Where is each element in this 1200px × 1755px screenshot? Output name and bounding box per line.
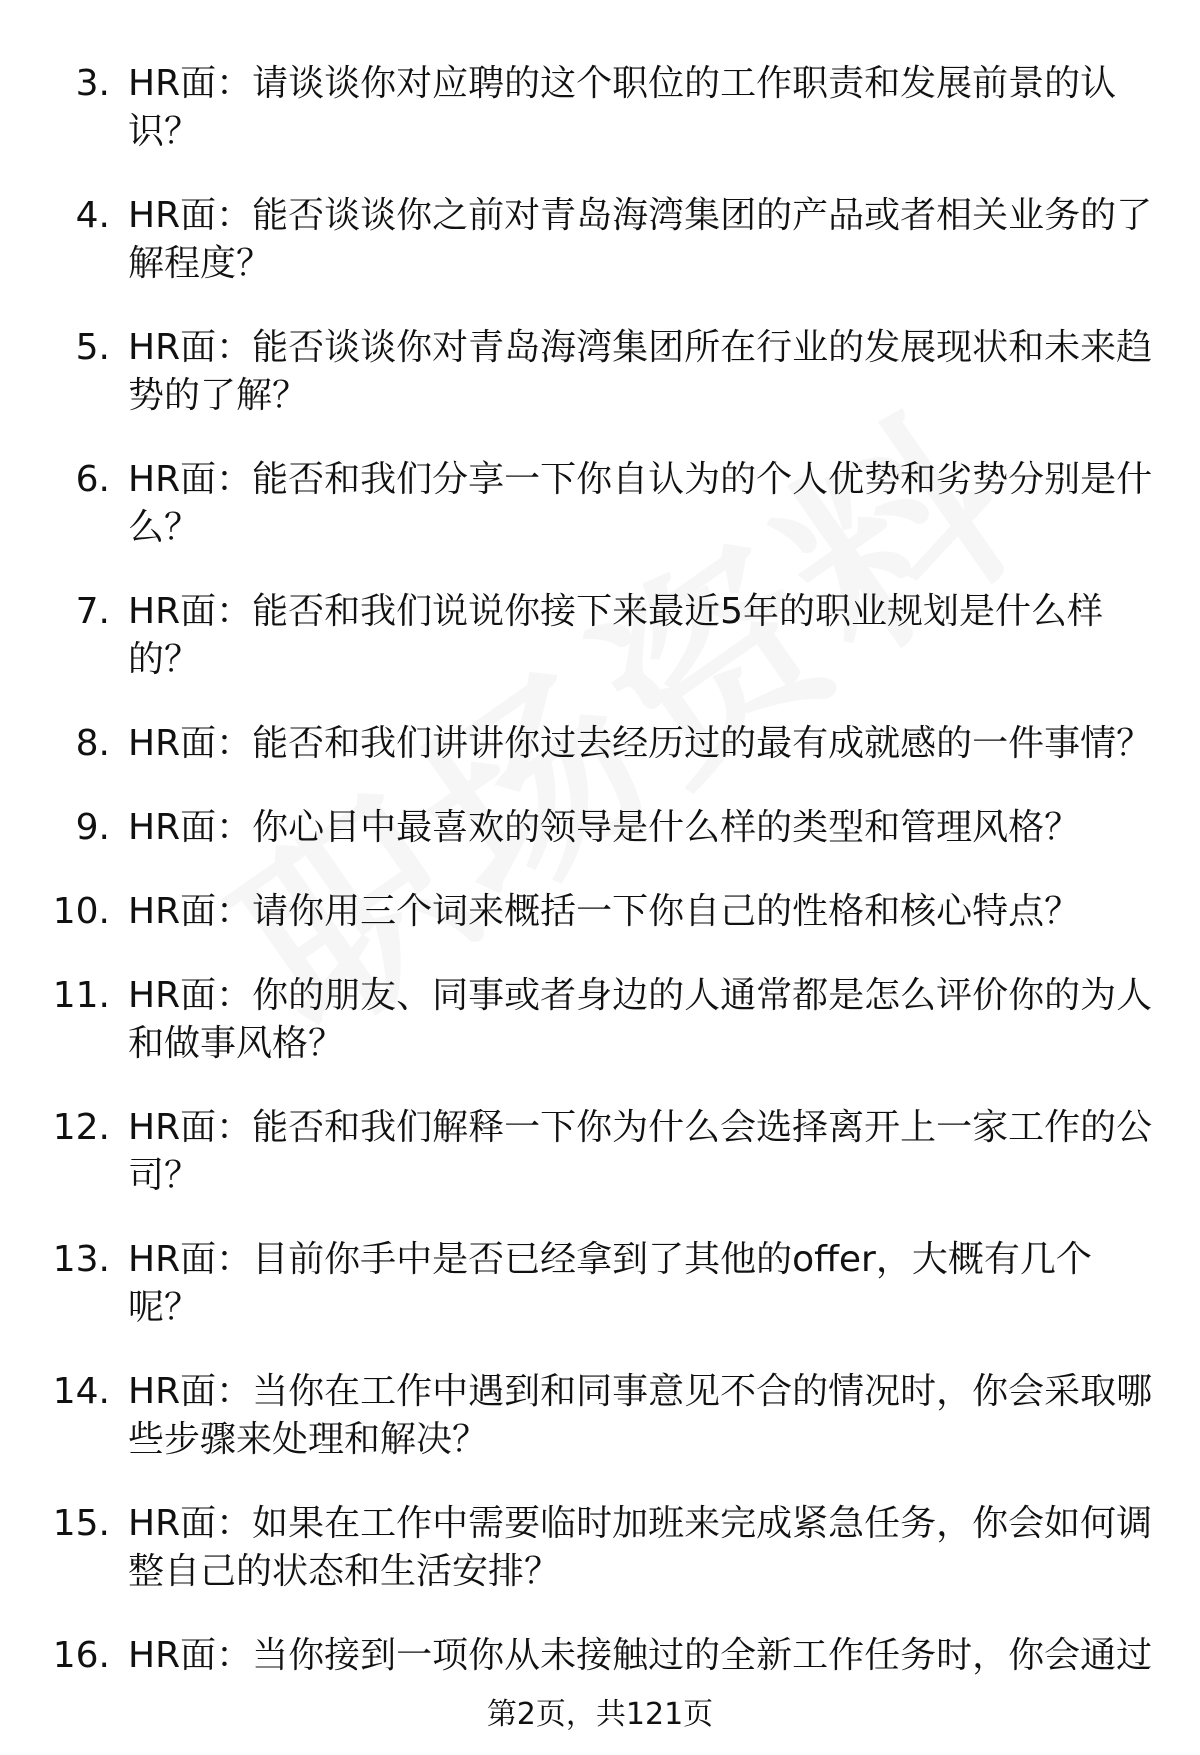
item-number: 4. [75, 195, 110, 236]
item-line: 解程度？ [128, 243, 273, 284]
item-text [128, 804, 1158, 852]
item-text [128, 972, 1158, 1068]
item-line: HR面：你的朋友、同事或者身边的人通常都是怎么评价你的为人 [128, 975, 1153, 1016]
item-line: HR面：能否和我们讲讲你过去经历过的最有成就感的一件事情？ [128, 723, 1153, 764]
item-text [128, 60, 1158, 156]
item-line: 些步骤来处理和解决？ [128, 1419, 489, 1460]
page-footer: 第2页，共121页 [486, 1697, 714, 1732]
item-number: 15. [52, 1503, 110, 1544]
item-line: HR面：目前你手中是否已经拿到了其他的offer，大概有几个 [128, 1239, 1092, 1280]
item-line: HR面：请你用三个词来概括一下你自己的性格和核心特点？ [128, 891, 1081, 932]
item-text [128, 588, 1158, 684]
item-line: HR面：能否和我们解释一下你为什么会选择离开上一家工作的公 [128, 1107, 1153, 1148]
item-number: 5. [75, 327, 110, 368]
list-item [0, 1632, 1200, 1680]
item-line: 势的了解？ [128, 375, 309, 416]
list-item [0, 720, 1200, 768]
item-line: HR面：请谈谈你对应聘的这个职位的工作职责和发展前景的认 [128, 63, 1117, 104]
item-number: 6. [75, 459, 110, 500]
item-line: 的？ [128, 639, 201, 680]
item-line: HR面：当你接到一项你从未接触过的全新工作任务时，你会通过 [128, 1635, 1153, 1676]
item-text [128, 324, 1158, 420]
item-number: 13. [52, 1239, 110, 1280]
item-number: 14. [52, 1371, 110, 1412]
item-number: 10. [52, 891, 110, 932]
item-number: 12. [52, 1107, 110, 1148]
list-item [0, 192, 1200, 288]
item-text [128, 1500, 1158, 1596]
question-list [0, 60, 1200, 1716]
list-item [0, 1104, 1200, 1200]
item-line: 整自己的状态和生活安排？ [128, 1551, 561, 1592]
item-line: 识？ [128, 111, 201, 152]
list-item [0, 888, 1200, 936]
list-item [0, 804, 1200, 852]
item-line: HR面：能否和我们分享一下你自认为的个人优势和劣势分别是什 [128, 459, 1153, 500]
item-number: 11. [52, 975, 110, 1016]
item-line: HR面：你心目中最喜欢的领导是什么样的类型和管理风格？ [128, 807, 1081, 848]
item-line: 和做事风格？ [128, 1023, 345, 1064]
item-line: 呢？ [128, 1287, 201, 1328]
list-item [0, 60, 1200, 156]
item-number: 9. [75, 807, 110, 848]
item-number: 8. [75, 723, 110, 764]
item-number: 3. [75, 63, 110, 104]
item-text [128, 192, 1158, 288]
item-line: HR面：能否和我们说说你接下来最近5年的职业规划是什么样 [128, 591, 1103, 632]
item-line: HR面：如果在工作中需要临时加班来完成紧急任务，你会如何调 [128, 1503, 1153, 1544]
list-item [0, 588, 1200, 684]
item-text [128, 1368, 1158, 1464]
list-item [0, 456, 1200, 552]
item-line: HR面：能否谈谈你之前对青岛海湾集团的产品或者相关业务的了 [128, 195, 1153, 236]
item-line: HR面：能否谈谈你对青岛海湾集团所在行业的发展现状和未来趋 [128, 327, 1153, 368]
item-text [128, 456, 1158, 552]
item-text [128, 720, 1158, 768]
item-number: 16. [52, 1635, 110, 1676]
list-item [0, 324, 1200, 420]
item-line: 么？ [128, 507, 201, 548]
item-text [128, 1632, 1158, 1680]
list-item [0, 1500, 1200, 1596]
item-number: 7. [75, 591, 110, 632]
list-item [0, 1368, 1200, 1464]
item-text [128, 1104, 1158, 1200]
item-text [128, 888, 1158, 936]
list-item [0, 1236, 1200, 1332]
list-item [0, 972, 1200, 1068]
item-line: 司？ [128, 1155, 201, 1196]
item-line: HR面：当你在工作中遇到和同事意见不合的情况时，你会采取哪 [128, 1371, 1153, 1412]
item-text [128, 1236, 1158, 1332]
